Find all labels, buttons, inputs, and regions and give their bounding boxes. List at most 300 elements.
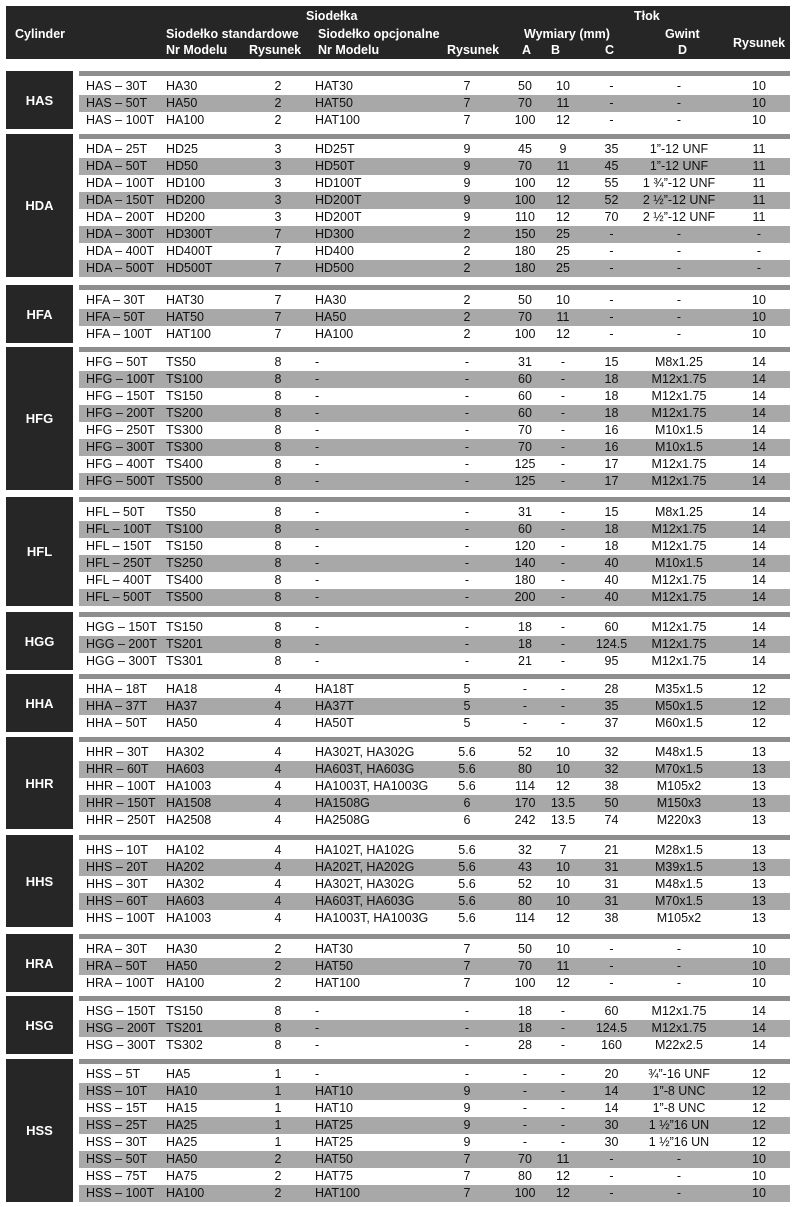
- cell-dim-c: 16: [604, 440, 619, 454]
- cell-dim-c: -: [609, 1152, 614, 1166]
- cell-dim-a: 60: [518, 522, 532, 536]
- cell-dim-a: 31: [518, 355, 532, 369]
- cell-dim-a: 150: [514, 227, 536, 241]
- cell-dim-b: 12: [556, 327, 570, 341]
- cell-thread-d: M35x1.5: [655, 682, 703, 696]
- cell-opt-model: -: [315, 457, 320, 471]
- cell-drawing: 10: [752, 942, 766, 956]
- cell-dim-b: 12: [556, 911, 570, 925]
- cell-opt-model: -: [315, 1038, 320, 1052]
- cell-dim-a: -: [522, 1135, 528, 1149]
- cell-dim-c: 30: [604, 1118, 619, 1132]
- cell-dim-b: -: [560, 1135, 566, 1149]
- cell-std-drawing: 2: [274, 113, 282, 127]
- table-row: [79, 95, 790, 112]
- table-row: [79, 209, 790, 226]
- cell-opt-drawing: -: [464, 505, 470, 519]
- cell-dim-c: 17: [604, 474, 619, 488]
- cell-opt-model: HA2508G: [315, 813, 370, 827]
- cell-dim-c: 60: [604, 1004, 619, 1018]
- cell-std-model: HD500T: [166, 261, 213, 275]
- cylinder-group: [6, 835, 790, 927]
- cell-cylinder: HFG – 100T: [86, 372, 155, 386]
- cell-cylinder: HDA – 400T: [86, 244, 155, 258]
- cell-std-drawing: 4: [274, 699, 282, 713]
- table-row: [79, 371, 790, 388]
- cell-opt-model: HAT75: [315, 1169, 353, 1183]
- cell-thread-d: M8x1.25: [655, 355, 703, 369]
- table-row: [79, 1083, 790, 1100]
- cell-thread-d: -: [676, 293, 682, 307]
- table-row: [79, 876, 790, 893]
- cell-dim-c: 31: [604, 894, 619, 908]
- cell-std-drawing: 8: [274, 1021, 282, 1035]
- cell-opt-model: HAT100: [315, 1186, 360, 1200]
- table-row: [79, 405, 790, 422]
- cell-opt-model: -: [315, 573, 320, 587]
- cell-std-model: TS150: [166, 1004, 203, 1018]
- table-row: [79, 1134, 790, 1151]
- cell-std-drawing: 4: [274, 860, 282, 874]
- cell-std-model: HA25: [166, 1118, 198, 1132]
- cylinder-group-label: HFA: [6, 285, 73, 343]
- table-row: [79, 795, 790, 812]
- cell-thread-d: M12x1.75: [651, 372, 707, 386]
- cell-opt-model: -: [315, 372, 320, 386]
- table-row: [79, 473, 790, 490]
- cell-drawing: 14: [752, 1038, 766, 1052]
- cell-dim-b: -: [560, 573, 566, 587]
- cell-drawing: 14: [752, 556, 766, 570]
- cell-drawing: 14: [752, 505, 766, 519]
- cell-opt-drawing: 5.6: [458, 911, 476, 925]
- cell-opt-drawing: 5: [463, 699, 471, 713]
- cell-std-model: HA30: [166, 79, 198, 93]
- cell-cylinder: HDA – 50T: [86, 159, 148, 173]
- cell-opt-model: HA302T, HA302G: [315, 877, 415, 891]
- cell-thread-d: M105x2: [656, 911, 702, 925]
- cell-dim-a: 100: [514, 976, 536, 990]
- cell-opt-drawing: 5.6: [458, 762, 476, 776]
- header-col-a: A: [522, 43, 532, 57]
- cell-opt-model: -: [315, 654, 320, 668]
- cell-cylinder: HFG – 200T: [86, 406, 155, 420]
- cell-opt-drawing: -: [464, 457, 470, 471]
- cell-std-model: TS500: [166, 590, 203, 604]
- cell-std-drawing: 4: [274, 911, 282, 925]
- cell-std-model: HAT30: [166, 293, 204, 307]
- cell-dim-b: -: [560, 699, 566, 713]
- cell-opt-drawing: -: [464, 1038, 470, 1052]
- cell-cylinder: HRA – 50T: [86, 959, 148, 973]
- cell-opt-model: HAT10: [315, 1101, 353, 1115]
- cell-std-drawing: 2: [274, 976, 282, 990]
- table-row: [79, 141, 790, 158]
- cell-dim-a: 45: [518, 142, 532, 156]
- cell-dim-b: -: [560, 1021, 566, 1035]
- cell-thread-d: 1 ½”16 UN: [648, 1118, 710, 1132]
- cell-cylinder: HHA – 37T: [86, 699, 148, 713]
- cell-cylinder: HFG – 150T: [86, 389, 155, 403]
- cylinder-group-label: HFG: [6, 347, 73, 490]
- group-divider: [79, 347, 790, 352]
- cell-cylinder: HSG – 150T: [86, 1004, 156, 1018]
- cell-cylinder: HFA – 100T: [86, 327, 153, 341]
- cell-drawing: 14: [752, 423, 766, 437]
- cell-dim-a: 140: [514, 556, 536, 570]
- cell-dim-b: -: [560, 620, 566, 634]
- cell-dim-c: -: [609, 1186, 614, 1200]
- cell-opt-model: -: [315, 355, 320, 369]
- cell-drawing: 12: [752, 1135, 766, 1149]
- cell-cylinder: HFG – 250T: [86, 423, 155, 437]
- cell-drawing: -: [756, 244, 762, 258]
- cell-cylinder: HDA – 150T: [86, 193, 155, 207]
- cell-drawing: 11: [752, 142, 766, 156]
- cell-opt-drawing: 2: [463, 227, 471, 241]
- cell-dim-b: -: [560, 423, 566, 437]
- cell-std-model: HD50: [166, 159, 198, 173]
- cell-opt-model: HA1003T, HA1003G: [315, 911, 429, 925]
- cell-std-drawing: 3: [274, 210, 282, 224]
- cylinder-group-label: HHR: [6, 737, 73, 829]
- cell-dim-a: 31: [518, 505, 532, 519]
- cell-std-model: TS150: [166, 539, 203, 553]
- cell-opt-model: HAT50: [315, 1152, 353, 1166]
- cell-dim-b: 11: [556, 310, 570, 324]
- cell-dim-b: 12: [556, 193, 570, 207]
- cell-thread-d: M12x1.75: [651, 573, 707, 587]
- header-nr-modelu-2: Nr Modelu: [318, 43, 380, 57]
- cell-drawing: 13: [752, 894, 766, 908]
- cell-thread-d: -: [676, 976, 682, 990]
- cell-drawing: 13: [752, 762, 766, 776]
- cell-dim-b: -: [560, 457, 566, 471]
- cell-dim-c: 18: [604, 539, 619, 553]
- table-row: [79, 1151, 790, 1168]
- cell-drawing: 11: [752, 176, 766, 190]
- cell-dim-c: -: [609, 1169, 614, 1183]
- cell-std-drawing: 8: [274, 1038, 282, 1052]
- cell-drawing: 11: [752, 193, 766, 207]
- cell-opt-drawing: -: [464, 620, 470, 634]
- cell-drawing: 12: [752, 1101, 766, 1115]
- cell-drawing: 14: [752, 654, 766, 668]
- cell-std-model: TS400: [166, 573, 203, 587]
- cell-dim-a: 50: [518, 293, 532, 307]
- cell-thread-d: 1 ½”16 UN: [648, 1135, 710, 1149]
- cell-opt-model: -: [315, 1021, 320, 1035]
- table-row: [79, 1117, 790, 1134]
- cell-std-drawing: 8: [274, 522, 282, 536]
- cell-drawing: 13: [752, 860, 766, 874]
- cell-opt-drawing: 9: [463, 176, 471, 190]
- header-nr-modelu-1: Nr Modelu: [166, 43, 228, 57]
- cell-dim-a: 70: [518, 159, 532, 173]
- cell-dim-c: 37: [604, 716, 619, 730]
- cell-cylinder: HSS – 15T: [86, 1101, 148, 1115]
- cell-drawing: 14: [752, 355, 766, 369]
- cell-dim-a: 52: [518, 745, 532, 759]
- cell-std-drawing: 8: [274, 505, 282, 519]
- cylinder-group-label: HSG: [6, 996, 73, 1054]
- cell-opt-model: HAT25: [315, 1135, 353, 1149]
- cell-cylinder: HFL – 500T: [86, 590, 152, 604]
- cell-dim-a: 32: [518, 843, 532, 857]
- cylinder-group: [6, 674, 790, 732]
- cell-dim-a: 18: [518, 1004, 532, 1018]
- cell-std-drawing: 2: [274, 96, 282, 110]
- cell-dim-c: 28: [604, 682, 619, 696]
- cell-thread-d: -: [676, 310, 682, 324]
- cell-dim-a: 125: [514, 474, 536, 488]
- cell-dim-c: 124.5: [595, 637, 628, 651]
- cell-std-model: TS50: [166, 505, 196, 519]
- cell-std-drawing: 4: [274, 813, 282, 827]
- cell-cylinder: HHS – 20T: [86, 860, 148, 874]
- cell-std-drawing: 1: [274, 1084, 282, 1098]
- cell-std-drawing: 2: [274, 1169, 282, 1183]
- cell-opt-model: HAT50: [315, 959, 353, 973]
- cell-std-model: TS100: [166, 522, 203, 536]
- cell-dim-b: 10: [556, 762, 570, 776]
- cell-drawing: 10: [752, 310, 766, 324]
- table-row: [79, 812, 790, 829]
- cell-thread-d: 1”-12 UNF: [649, 142, 709, 156]
- cell-dim-a: 28: [518, 1038, 532, 1052]
- cell-drawing: 10: [752, 113, 766, 127]
- cell-opt-drawing: -: [464, 1021, 470, 1035]
- cell-std-drawing: 1: [274, 1118, 282, 1132]
- cell-cylinder: HSG – 200T: [86, 1021, 156, 1035]
- cell-drawing: 13: [752, 911, 766, 925]
- cell-dim-c: 55: [604, 176, 619, 190]
- table-row: [79, 439, 790, 456]
- cell-opt-model: -: [315, 406, 320, 420]
- cell-dim-c: -: [609, 261, 614, 275]
- cell-opt-drawing: 5.6: [458, 745, 476, 759]
- cell-cylinder: HHR – 250T: [86, 813, 156, 827]
- group-divider: [79, 996, 790, 1001]
- cell-std-drawing: 7: [274, 227, 282, 241]
- cell-thread-d: -: [676, 1152, 682, 1166]
- cell-drawing: 13: [752, 796, 766, 810]
- cell-cylinder: HSS – 50T: [86, 1152, 148, 1166]
- cell-dim-c: -: [609, 113, 614, 127]
- cell-std-drawing: 7: [274, 293, 282, 307]
- cylinder-group-label: HDA: [6, 134, 73, 277]
- table-row: [79, 1185, 790, 1202]
- cell-std-model: HAT100: [166, 327, 211, 341]
- cell-cylinder: HFA – 50T: [86, 310, 146, 324]
- cell-opt-drawing: 6: [463, 796, 471, 810]
- table-row: [79, 422, 790, 439]
- cell-dim-b: -: [560, 389, 566, 403]
- cell-std-model: HA50: [166, 959, 198, 973]
- cell-drawing: 10: [752, 96, 766, 110]
- cell-opt-model: HA1003T, HA1003G: [315, 779, 429, 793]
- cell-opt-drawing: -: [464, 355, 470, 369]
- cell-opt-drawing: -: [464, 590, 470, 604]
- cell-opt-model: HD50T: [315, 159, 355, 173]
- cell-thread-d: M12x1.75: [651, 654, 707, 668]
- cell-opt-model: HD300: [315, 227, 354, 241]
- cell-opt-model: -: [315, 440, 320, 454]
- cell-thread-d: 1”-8 UNC: [652, 1084, 706, 1098]
- cell-dim-a: 100: [514, 193, 536, 207]
- cell-dim-b: 12: [556, 176, 570, 190]
- table-row: [79, 555, 790, 572]
- header-opcjonalne: Siodełko opcjonalne: [318, 27, 440, 41]
- cell-cylinder: HFG – 50T: [86, 355, 148, 369]
- cell-std-drawing: 8: [274, 1004, 282, 1018]
- cell-opt-model: -: [315, 556, 320, 570]
- cell-opt-model: HA603T, HA603G: [315, 894, 415, 908]
- cell-dim-b: 25: [556, 244, 570, 258]
- cell-cylinder: HSS – 30T: [86, 1135, 148, 1149]
- cell-opt-drawing: 5.6: [458, 843, 476, 857]
- cell-opt-model: -: [315, 389, 320, 403]
- cell-dim-b: -: [560, 1084, 566, 1098]
- cell-std-model: TS150: [166, 389, 203, 403]
- cell-dim-b: 13.5: [550, 813, 576, 827]
- cell-opt-drawing: -: [464, 556, 470, 570]
- header-siodelka: Siodełka: [306, 9, 358, 23]
- cell-thread-d: M12x1.75: [651, 539, 707, 553]
- cell-std-drawing: 8: [274, 539, 282, 553]
- cell-dim-c: 52: [604, 193, 619, 207]
- cell-opt-model: HA30: [315, 293, 347, 307]
- table-row: [79, 681, 790, 698]
- cell-cylinder: HDA – 300T: [86, 227, 155, 241]
- cell-std-drawing: 8: [274, 590, 282, 604]
- cell-cylinder: HAS – 100T: [86, 113, 155, 127]
- cell-std-model: HA5: [166, 1067, 191, 1081]
- cell-thread-d: -: [676, 942, 682, 956]
- cell-opt-drawing: -: [464, 389, 470, 403]
- cell-dim-c: 50: [604, 796, 619, 810]
- cell-dim-b: -: [560, 406, 566, 420]
- cell-opt-drawing: 7: [463, 976, 471, 990]
- group-divider: [79, 71, 790, 76]
- cell-opt-model: HA18T: [315, 682, 354, 696]
- header-rysunek-right: Rysunek: [733, 36, 786, 50]
- table-row: [79, 744, 790, 761]
- cell-thread-d: -: [676, 327, 682, 341]
- cell-cylinder: HGG – 150T: [86, 620, 157, 634]
- header-gwint: Gwint: [665, 27, 700, 41]
- table-row: [79, 893, 790, 910]
- header-wymiary: Wymiary (mm): [524, 27, 610, 41]
- cell-dim-c: -: [609, 244, 614, 258]
- cell-std-drawing: 8: [274, 556, 282, 570]
- cell-dim-c: 95: [604, 654, 619, 668]
- cell-drawing: 12: [752, 716, 766, 730]
- header-standardowe: Siodełko standardowe: [166, 27, 299, 41]
- cell-dim-a: 18: [518, 620, 532, 634]
- table-row: [79, 1037, 790, 1054]
- header-col-d: D: [678, 43, 688, 57]
- cell-std-model: HD25: [166, 142, 198, 156]
- table-row: [79, 1066, 790, 1083]
- cell-opt-drawing: 2: [463, 261, 471, 275]
- table-row: [79, 504, 790, 521]
- cell-dim-b: 12: [556, 1169, 570, 1183]
- cell-drawing: 14: [752, 372, 766, 386]
- cell-drawing: 14: [752, 590, 766, 604]
- cell-thread-d: M12x1.75: [651, 474, 707, 488]
- cell-dim-b: -: [560, 716, 566, 730]
- cylinder-group: [6, 71, 790, 129]
- group-divider: [79, 612, 790, 617]
- cell-opt-drawing: 5: [463, 716, 471, 730]
- cell-opt-drawing: 9: [463, 142, 471, 156]
- cell-std-drawing: 4: [274, 682, 282, 696]
- cell-drawing: 11: [752, 159, 766, 173]
- cell-drawing: 14: [752, 539, 766, 553]
- cell-dim-c: 35: [604, 699, 619, 713]
- cell-opt-model: -: [315, 474, 320, 488]
- cell-opt-drawing: 7: [463, 79, 471, 93]
- cell-cylinder: HHR – 100T: [86, 779, 156, 793]
- cell-std-model: HA102: [166, 843, 205, 857]
- cell-std-model: HA100: [166, 113, 205, 127]
- cell-dim-a: 125: [514, 457, 536, 471]
- cell-opt-drawing: -: [464, 522, 470, 536]
- cell-drawing: -: [756, 261, 762, 275]
- cell-drawing: 13: [752, 813, 766, 827]
- cell-std-drawing: 8: [274, 406, 282, 420]
- cell-opt-drawing: 9: [463, 210, 471, 224]
- cell-dim-c: 40: [604, 573, 619, 587]
- cell-thread-d: M70x1.5: [655, 894, 703, 908]
- cell-opt-drawing: 5.6: [458, 894, 476, 908]
- cell-cylinder: HSS – 25T: [86, 1118, 148, 1132]
- cylinder-group: [6, 996, 790, 1054]
- cell-cylinder: HSS – 100T: [86, 1186, 155, 1200]
- cell-dim-a: 70: [518, 1152, 532, 1166]
- group-divider: [79, 934, 790, 939]
- cylinder-group: [6, 934, 790, 992]
- table-row: [79, 910, 790, 927]
- header-rysunek-1: Rysunek: [249, 43, 302, 57]
- cell-opt-drawing: 7: [463, 113, 471, 127]
- cell-thread-d: -: [676, 113, 682, 127]
- cell-std-drawing: 4: [274, 762, 282, 776]
- cell-drawing: 13: [752, 745, 766, 759]
- cell-opt-model: HA603T, HA603G: [315, 762, 415, 776]
- cell-dim-b: 10: [556, 894, 570, 908]
- cell-drawing: 14: [752, 1021, 766, 1035]
- cell-dim-a: 21: [518, 654, 532, 668]
- cell-dim-c: 20: [604, 1067, 619, 1081]
- cell-dim-c: 31: [604, 860, 619, 874]
- cell-thread-d: M12x1.75: [651, 590, 707, 604]
- cell-std-model: TS50: [166, 355, 196, 369]
- cell-dim-c: 124.5: [595, 1021, 628, 1035]
- cell-std-drawing: 4: [274, 877, 282, 891]
- cell-std-drawing: 7: [274, 327, 282, 341]
- cell-opt-drawing: 7: [463, 1186, 471, 1200]
- cell-std-model: TS302: [166, 1038, 203, 1052]
- cell-opt-model: HD25T: [315, 142, 355, 156]
- cell-std-drawing: 4: [274, 894, 282, 908]
- cell-opt-model: HAT30: [315, 942, 353, 956]
- cell-dim-b: -: [560, 590, 566, 604]
- cell-dim-c: 45: [604, 159, 619, 173]
- cell-drawing: 10: [752, 1186, 766, 1200]
- cell-dim-b: -: [560, 355, 566, 369]
